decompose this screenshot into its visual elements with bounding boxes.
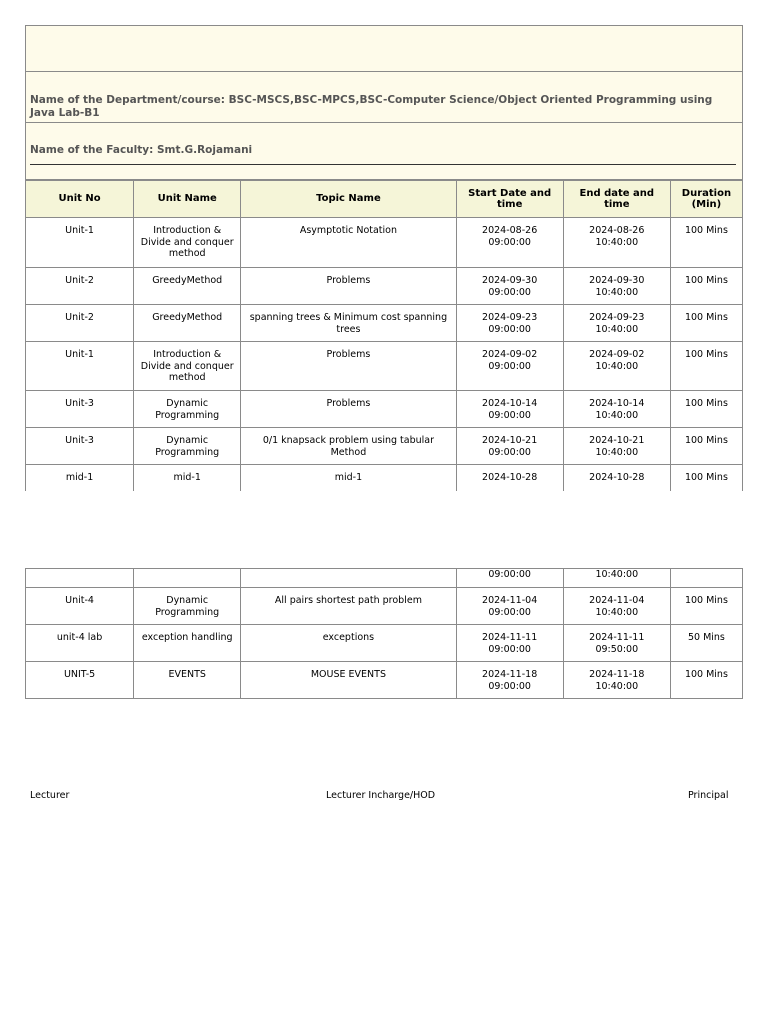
cell-duration-text: 100 Mins: [684, 349, 728, 360]
cell-start-text: 09:00:00: [488, 643, 531, 655]
cell-unit-no: [26, 625, 134, 662]
cell-unit-no-text: Unit-3: [65, 435, 94, 446]
col-start-date: Start Date and time: [456, 181, 563, 218]
signature-lecturer: Lecturer: [30, 790, 70, 801]
cell-start: [456, 588, 563, 625]
cell-duration: [670, 218, 742, 268]
cell-topic-text: Problems: [326, 275, 371, 286]
cell-start: [456, 342, 563, 391]
cell-end: [563, 588, 670, 625]
cell-topic-text: exceptions: [322, 632, 375, 643]
cell-unit-name-text: Dynamic Programming: [155, 398, 220, 421]
cell-unit-name-text: GreedyMethod: [152, 312, 223, 323]
table-row: [26, 428, 743, 465]
cell-topic-text: Problems: [326, 398, 371, 409]
faculty-line: Name of the Faculty: Smt.G.Rojamani: [30, 144, 253, 156]
cell-duration-text: 100 Mins: [684, 312, 728, 323]
cell-topic: [241, 428, 456, 465]
cell-unit-no-text: UNIT-5: [63, 669, 96, 680]
cell-start-text: 09:00:00: [488, 446, 531, 458]
cell-duration-text: 100 Mins: [684, 435, 728, 446]
cell-unit-no-text: Unit-2: [65, 275, 94, 286]
cell-start-text: 2024-11-04: [482, 595, 538, 606]
cell-unit-no: [26, 391, 134, 428]
cell-duration: [670, 391, 742, 428]
schedule-table-continued: [25, 568, 743, 699]
cell-unit-name: [134, 588, 241, 625]
cell-end-text: 10:40:00: [595, 446, 639, 458]
cell-topic-text: 0/1 knapsack problem using tabular Method: [262, 435, 435, 458]
cell-end-text: 2024-10-28: [589, 472, 645, 483]
cell-unit-no: [26, 218, 134, 268]
cell-duration-text: 100 Mins: [684, 669, 728, 680]
cell-empty: [26, 569, 134, 588]
cell-unit-name-text: GreedyMethod: [152, 275, 223, 286]
cell-end: [563, 428, 670, 465]
cell-duration: [670, 428, 742, 465]
cell-end: [563, 465, 670, 491]
cell-duration: [670, 625, 742, 662]
cell-start-text: 09:00:00: [488, 286, 531, 298]
cell-unit-name: [134, 465, 241, 491]
table-row: [26, 218, 743, 268]
cell-start: [456, 465, 563, 491]
cell-end-text: 10:40:00: [595, 360, 639, 372]
cell-end: [563, 662, 670, 699]
cell-topic: [241, 625, 456, 662]
cell-unit-name: [134, 305, 241, 342]
cell-start-text: 09:00:00: [488, 236, 531, 248]
cell-start: [456, 625, 563, 662]
table-row: [26, 305, 743, 342]
cell-unit-name-text: EVENTS: [168, 669, 206, 680]
cell-end: [563, 625, 670, 662]
col-unit-name: Unit Name: [134, 181, 241, 218]
cell-start: [456, 305, 563, 342]
cell-empty: [134, 569, 241, 588]
cell-end: [563, 218, 670, 268]
cell-end-text: 2024-11-18: [589, 669, 645, 680]
cell-topic-text: All pairs shortest path problem: [274, 595, 422, 606]
cell-unit-no-text: Unit-4: [65, 595, 94, 606]
cell-duration-text: 100 Mins: [684, 275, 728, 286]
cell-start: [456, 268, 563, 305]
cell-end-text: 10:40:00: [595, 286, 639, 298]
cell-end-text: 10:40:00: [595, 680, 639, 692]
cell-unit-no-text: Unit-2: [65, 312, 94, 323]
table-row: [26, 342, 743, 391]
cell-start-text: 09:00:00: [488, 680, 531, 692]
cell-topic-text: spanning trees & Minimum cost spanning trees: [249, 312, 448, 335]
cell-duration: [670, 268, 742, 305]
cell-end-text: 2024-11-04: [589, 595, 645, 606]
cell-duration-text: 50 Mins: [687, 632, 725, 643]
cell-unit-no-text: mid-1: [65, 472, 94, 483]
cell-start-text: 2024-11-18: [482, 669, 538, 680]
cell-topic: [241, 218, 456, 268]
cell-start-text: 2024-10-28: [482, 472, 538, 483]
cell-unit-no-text: Unit-1: [65, 349, 94, 360]
cell-end-text: 2024-10-14: [589, 398, 645, 409]
cell-start-text: 2024-10-14: [482, 398, 538, 409]
table-row: [26, 588, 743, 625]
col-unit-no: Unit No: [26, 181, 134, 218]
cell-unit-name: [134, 391, 241, 428]
department-line: Name of the Department/course: BSC-MSCS,BSC-MPCS,BSC-Computer Science/Object Oriented Programming using Java Lab-B1: [26, 72, 742, 123]
cell-end-text: 10:40:00: [595, 606, 639, 618]
cell-unit-name: [134, 428, 241, 465]
cell-end: [563, 391, 670, 428]
cell-duration: [670, 465, 742, 491]
cell-end: [563, 342, 670, 391]
col-end-date: End date and time: [563, 181, 670, 218]
cell-start: [456, 662, 563, 699]
cell-unit-name-text: Dynamic Programming: [155, 595, 220, 618]
table-row: [26, 268, 743, 305]
cell-end-text: 2024-08-26: [589, 225, 645, 236]
cell-unit-no: [26, 342, 134, 391]
cell-unit-no: [26, 428, 134, 465]
faculty-section: [26, 123, 742, 179]
cell-start-text: 09:00:00: [488, 360, 531, 372]
cell-topic: [241, 465, 456, 491]
cell-start-text: 2024-09-30: [482, 275, 538, 286]
cell-end-time: 10:40:00: [563, 569, 670, 588]
cell-topic-text: mid-1: [334, 472, 363, 483]
cell-topic: [241, 662, 456, 699]
cell-start-text: 2024-11-11: [482, 632, 538, 643]
cell-start-text: 2024-09-02: [482, 349, 538, 360]
cell-end-text: 09:50:00: [595, 643, 639, 655]
cell-unit-name: [134, 662, 241, 699]
col-topic-name: Topic Name: [241, 181, 456, 218]
cell-start-time: 09:00:00: [456, 569, 563, 588]
table-header-row: [26, 181, 743, 218]
document-header: [25, 25, 743, 180]
cell-end-text: 2024-11-11: [589, 632, 645, 643]
cell-start-text: 09:00:00: [488, 409, 531, 421]
cell-end-text: 2024-09-02: [589, 349, 645, 360]
cell-unit-name-text: Introduction & Divide and conquer method: [140, 349, 234, 383]
table-row: [26, 465, 743, 491]
cell-end: [563, 268, 670, 305]
cell-unit-name-text: exception handling: [141, 632, 233, 643]
cell-unit-no: [26, 662, 134, 699]
cell-start-text: 09:00:00: [488, 323, 531, 335]
cell-end-text: 2024-10-21: [589, 435, 645, 446]
cell-unit-name: [134, 625, 241, 662]
cell-start-text: 2024-09-23: [482, 312, 538, 323]
faculty-divider: [30, 164, 736, 165]
cell-unit-no-text: unit-4 lab: [56, 632, 103, 643]
cell-empty: [670, 569, 742, 588]
cell-topic: [241, 391, 456, 428]
cell-unit-name: [134, 268, 241, 305]
cell-start-text: 09:00:00: [488, 606, 531, 618]
cell-duration: [670, 662, 742, 699]
cell-empty: [241, 569, 456, 588]
cell-duration-text: 100 Mins: [684, 398, 728, 409]
cell-end-text: 2024-09-23: [589, 312, 645, 323]
cell-topic-text: MOUSE EVENTS: [310, 669, 386, 680]
cell-unit-name-text: Dynamic Programming: [155, 435, 220, 458]
cell-topic-text: Asymptotic Notation: [299, 225, 398, 236]
cell-topic: [241, 342, 456, 391]
cell-unit-name: [134, 218, 241, 268]
cell-unit-no: [26, 268, 134, 305]
cell-duration-text: 100 Mins: [684, 472, 728, 483]
cell-unit-name-text: mid-1: [173, 472, 201, 483]
cell-start: [456, 391, 563, 428]
table-row: [26, 625, 743, 662]
cell-unit-no-text: Unit-3: [65, 398, 94, 409]
table-row-continued: [26, 569, 743, 588]
signature-hod: Lecturer Incharge/HOD: [326, 790, 436, 801]
cell-duration: [670, 588, 742, 625]
table-row: [26, 662, 743, 699]
header-title-area: [26, 26, 742, 72]
col-duration: Duration (Min): [670, 181, 742, 218]
cell-unit-name: [134, 342, 241, 391]
cell-start: [456, 218, 563, 268]
cell-duration: [670, 342, 742, 391]
cell-unit-no: [26, 305, 134, 342]
cell-topic: [241, 305, 456, 342]
cell-end-text: 10:40:00: [595, 323, 639, 335]
signature-principal: Principal: [688, 790, 729, 801]
cell-start-text: 2024-08-26: [482, 225, 538, 236]
cell-end-text: 10:40:00: [595, 236, 639, 248]
cell-end-text: 2024-09-30: [589, 275, 645, 286]
cell-duration-text: 100 Mins: [684, 595, 728, 606]
cell-topic: [241, 588, 456, 625]
cell-topic-text: Problems: [326, 349, 371, 360]
cell-end: [563, 305, 670, 342]
cell-unit-no: [26, 588, 134, 625]
table-row: [26, 391, 743, 428]
cell-topic: [241, 268, 456, 305]
cell-unit-no-text: Unit-1: [65, 225, 94, 236]
cell-duration-text: 100 Mins: [684, 225, 728, 236]
schedule-table: [25, 180, 743, 491]
cell-duration: [670, 305, 742, 342]
cell-start: [456, 428, 563, 465]
cell-end-text: 10:40:00: [595, 409, 639, 421]
cell-unit-no: [26, 465, 134, 491]
cell-start-text: 2024-10-21: [482, 435, 538, 446]
cell-unit-name-text: Introduction & Divide and conquer method: [140, 225, 234, 259]
